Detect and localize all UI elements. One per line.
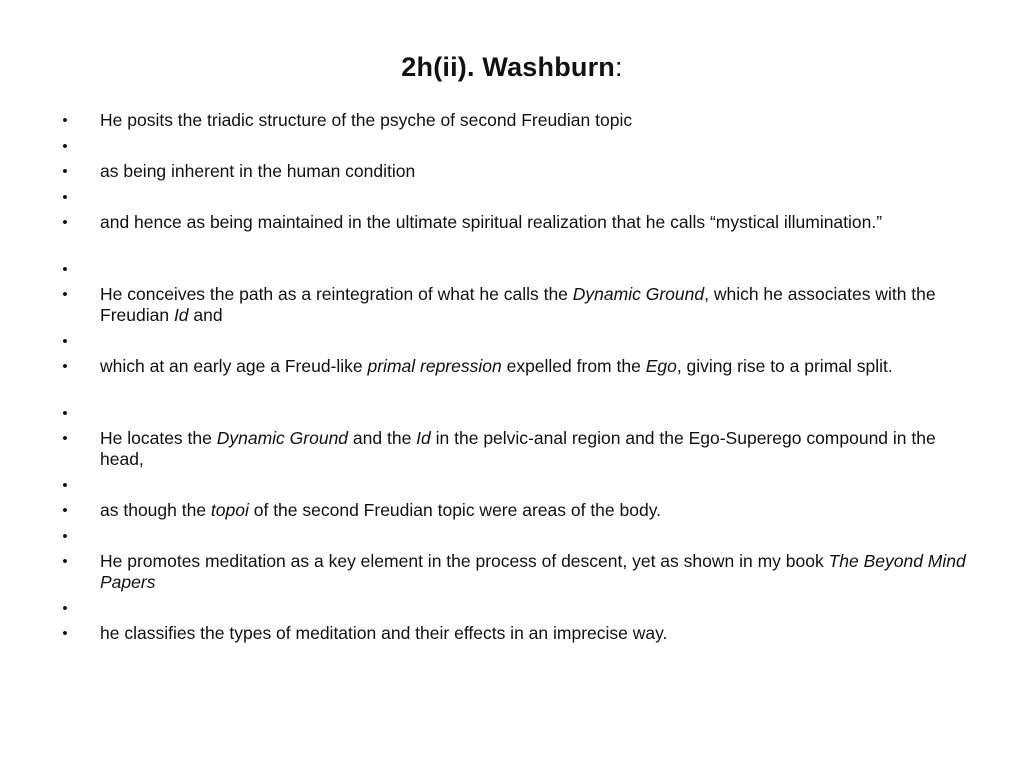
bullet-text bbox=[100, 356, 966, 377]
bullet-item bbox=[0, 212, 1024, 259]
bullet-item bbox=[0, 526, 1024, 552]
bullet-item bbox=[0, 136, 1024, 162]
bullet-text-segment: as though the bbox=[100, 500, 211, 520]
bullet-icon: • bbox=[62, 137, 68, 155]
bullet-icon: • bbox=[62, 188, 68, 206]
bullet-item bbox=[0, 403, 1024, 429]
bullet-text bbox=[100, 161, 966, 182]
bullet-text-segment: He locates the bbox=[100, 428, 217, 448]
bullet-item bbox=[0, 284, 1024, 331]
bullet-text-segment: in the pelvic-anal region and the Ego-Superego compound in the head, bbox=[100, 428, 936, 469]
bullet-item bbox=[0, 623, 1024, 649]
bullet-text-italic: Dynamic Ground bbox=[572, 284, 705, 304]
bullet-text-italic: primal repression bbox=[367, 356, 502, 376]
bullet-icon: • bbox=[62, 404, 68, 422]
bullet-text-italic: Id bbox=[173, 305, 189, 325]
bullet-text-segment: , giving rise to a primal split. bbox=[676, 356, 893, 376]
slide-title-colon: : bbox=[615, 52, 623, 82]
bullet-list bbox=[0, 110, 1024, 649]
bullet-item bbox=[0, 187, 1024, 213]
bullet-text-segment: He posits the triadic structure of the psyche of second Freudian topic bbox=[100, 110, 633, 130]
bullet-text-segment: and bbox=[188, 305, 223, 325]
bullet-text bbox=[100, 623, 966, 644]
bullet-text-segment: and hence as being maintained in the ultimate spiritual realization that he calls “mystical illumination.” bbox=[100, 212, 883, 232]
bullet-text-segment: as being inherent in the human condition bbox=[100, 161, 416, 181]
bullet-text bbox=[100, 500, 966, 521]
bullet-text bbox=[100, 212, 966, 233]
bullet-text-segment: , which he associates with the Freudian bbox=[100, 284, 936, 325]
bullet-icon: • bbox=[62, 599, 68, 617]
bullet-icon: • bbox=[62, 625, 68, 642]
bullet-item bbox=[0, 475, 1024, 501]
bullet-icon: • bbox=[62, 476, 68, 494]
bullet-item bbox=[0, 598, 1024, 624]
bullet-text bbox=[100, 110, 966, 131]
bullet-text-segment: of the second Freudian topic were areas of the body. bbox=[248, 500, 662, 520]
bullet-icon: • bbox=[62, 260, 68, 278]
bullet-text-italic: Dynamic Ground bbox=[216, 428, 349, 448]
bullet-text-italic: topoi bbox=[210, 500, 249, 520]
bullet-icon: • bbox=[62, 163, 68, 180]
bullet-text-italic: Id bbox=[416, 428, 431, 448]
bullet-item bbox=[0, 110, 1024, 136]
bullet-text bbox=[100, 428, 966, 470]
bullet-item bbox=[0, 331, 1024, 357]
bullet-item bbox=[0, 356, 1024, 403]
slide-title-text: 2h(ii). Washburn bbox=[401, 52, 615, 82]
bullet-text-segment: expelled from the bbox=[501, 356, 646, 376]
slide-title bbox=[0, 52, 1024, 83]
bullet-item bbox=[0, 161, 1024, 187]
bullet-icon: • bbox=[62, 553, 68, 570]
bullet-item bbox=[0, 428, 1024, 475]
bullet-text-italic: Ego bbox=[645, 356, 677, 376]
bullet-text-segment: He promotes meditation as a key element in the process of descent, yet as shown in my book bbox=[100, 551, 829, 571]
bullet-item bbox=[0, 551, 1024, 598]
bullet-icon: • bbox=[62, 332, 68, 350]
bullet-text-italic: The Beyond Mind Papers bbox=[100, 551, 966, 592]
bullet-text bbox=[100, 551, 966, 593]
bullet-text-segment: he classifies the types of meditation and their effects in an imprecise way. bbox=[100, 623, 668, 643]
bullet-icon: • bbox=[62, 358, 68, 375]
bullet-icon: • bbox=[62, 527, 68, 545]
bullet-text-segment: and the bbox=[348, 428, 417, 448]
bullet-text bbox=[100, 284, 966, 326]
bullet-item bbox=[0, 259, 1024, 285]
bullet-text-segment: He conceives the path as a reintegration of what he calls the bbox=[100, 284, 573, 304]
bullet-item bbox=[0, 500, 1024, 526]
bullet-icon: • bbox=[62, 112, 68, 129]
bullet-icon: • bbox=[62, 502, 68, 519]
bullet-icon: • bbox=[62, 214, 68, 231]
bullet-text-segment: which at an early age a Freud-like bbox=[100, 356, 368, 376]
bullet-icon: • bbox=[62, 286, 68, 303]
bullet-icon: • bbox=[62, 430, 68, 447]
